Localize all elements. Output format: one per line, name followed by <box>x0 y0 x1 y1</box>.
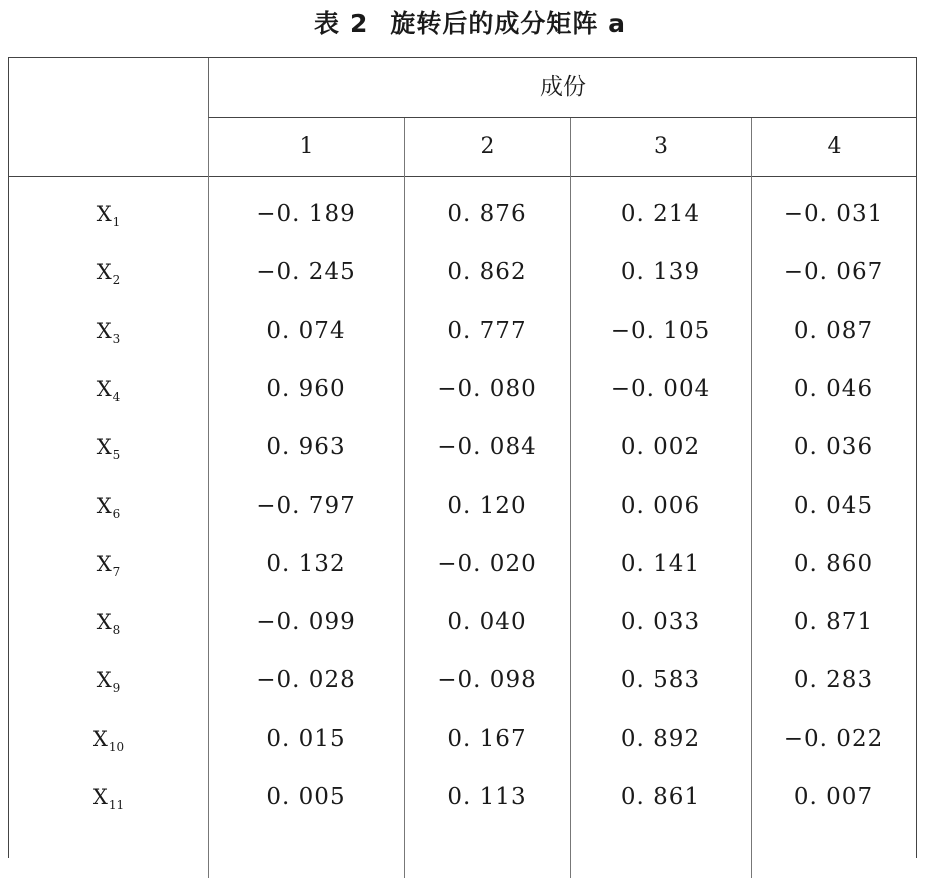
loading-cell-c2: 0. 777 <box>447 317 527 344</box>
variable-name: X <box>96 376 112 401</box>
variable-name: X <box>96 551 112 576</box>
loading-cell-c2: 0. 120 <box>447 492 527 519</box>
table-title <box>0 2 940 46</box>
loading-cell-c4: 0. 860 <box>793 550 874 577</box>
loading-cell-c1: 0. 960 <box>266 375 346 402</box>
table-row <box>9 302 916 360</box>
loading-cell-c2: 0. 862 <box>447 259 527 286</box>
loading-cell-c3: −0. 105 <box>610 317 711 344</box>
loading-cell-c4: 0. 046 <box>793 375 874 402</box>
table-row <box>9 651 916 709</box>
loading-cell-c4: 0. 871 <box>793 609 874 636</box>
component-group-header: 成份 <box>208 58 917 118</box>
loading-cell-c1: −0. 028 <box>256 667 356 694</box>
component-header-1: 1 <box>208 118 404 176</box>
title-text: 旋转后的成分矩阵 a <box>390 9 626 38</box>
table-row <box>9 418 916 476</box>
loading-cell-c4: −0. 067 <box>783 259 884 286</box>
variable-name: X <box>96 668 112 693</box>
loading-cell-c3: 0. 141 <box>620 550 701 577</box>
variable-name: X <box>96 260 112 285</box>
loading-cell-c3: 0. 002 <box>620 434 701 461</box>
variable-label <box>9 360 208 418</box>
loading-cell-c4: −0. 022 <box>783 725 884 752</box>
variable-name: X <box>96 435 112 460</box>
variable-label <box>9 302 208 360</box>
loading-cell-c3: 0. 583 <box>620 667 701 694</box>
variable-label <box>9 710 208 768</box>
loading-cell-c1: 0. 005 <box>266 784 346 810</box>
loading-cell-c3: 0. 006 <box>620 492 701 519</box>
loading-cell-c2: −0. 080 <box>437 375 537 402</box>
loading-cell-c2: −0. 098 <box>437 667 537 694</box>
loading-cell-c3: 0. 139 <box>620 259 701 286</box>
loading-cell-c2: 0. 040 <box>447 609 527 636</box>
variable-subscript: 2 <box>112 273 121 288</box>
loading-cell-c4: −0. 031 <box>783 201 884 227</box>
table-row <box>9 710 916 768</box>
loading-cell-c1: −0. 797 <box>256 492 356 519</box>
component-matrix-table <box>8 57 917 858</box>
variable-subscript: 11 <box>108 798 125 812</box>
loading-cell-c1: −0. 189 <box>256 201 356 227</box>
variable-name: X <box>96 493 112 518</box>
component-header-4: 4 <box>751 118 917 176</box>
loading-cell-c1: −0. 245 <box>256 259 356 286</box>
loading-cell-c1: −0. 099 <box>256 609 356 636</box>
variable-name: X <box>92 785 108 809</box>
variable-label <box>9 768 208 826</box>
variable-label <box>9 418 208 476</box>
variable-name: X <box>96 202 112 226</box>
header-divider <box>9 176 916 177</box>
header-corner-cell <box>9 58 208 176</box>
variable-name: X <box>92 726 108 751</box>
component-header-3: 3 <box>570 118 751 176</box>
variable-subscript: 6 <box>112 506 121 521</box>
table-row <box>9 535 916 593</box>
variable-label <box>9 593 208 651</box>
loading-cell-c2: 0. 876 <box>447 201 527 227</box>
component-header-2: 2 <box>404 118 570 176</box>
variable-name: X <box>96 318 112 343</box>
variable-subscript: 5 <box>112 448 121 463</box>
variable-subscript: 1 <box>112 215 121 229</box>
variable-label <box>9 243 208 301</box>
variable-label <box>9 477 208 535</box>
loading-cell-c4: 0. 036 <box>793 434 874 461</box>
loading-cell-c1: 0. 132 <box>266 550 346 577</box>
loading-cell-c4: 0. 087 <box>793 317 874 344</box>
table-row <box>9 360 916 418</box>
loading-cell-c3: 0. 214 <box>620 201 701 227</box>
table-row <box>9 243 916 301</box>
loading-cell-c3: 0. 033 <box>620 609 701 636</box>
loading-cell-c2: 0. 167 <box>447 725 527 752</box>
variable-subscript: 10 <box>108 739 125 754</box>
loading-cell-c3: 0. 861 <box>620 784 701 810</box>
loading-cell-c4: 0. 283 <box>793 667 874 694</box>
table-row <box>9 768 916 826</box>
loading-cell-c2: −0. 020 <box>437 550 537 577</box>
table-row <box>9 593 916 651</box>
loading-cell-c2: −0. 084 <box>437 434 537 461</box>
loading-cell-c1: 0. 074 <box>266 317 346 344</box>
variable-subscript: 7 <box>112 564 121 579</box>
loading-cell-c4: 0. 045 <box>793 492 874 519</box>
loading-cell-c4: 0. 007 <box>793 784 874 810</box>
title-prefix: 表 <box>314 9 341 38</box>
variable-label <box>9 535 208 593</box>
variable-subscript: 9 <box>112 681 121 696</box>
variable-subscript: 8 <box>112 623 121 638</box>
loading-cell-c3: −0. 004 <box>610 375 711 402</box>
loading-cell-c3: 0. 892 <box>620 725 701 752</box>
table-row <box>9 477 916 535</box>
loading-cell-c1: 0. 015 <box>266 725 346 752</box>
title-number: 2 <box>350 9 369 38</box>
variable-subscript: 4 <box>112 389 121 404</box>
variable-label <box>9 185 208 243</box>
loading-cell-c2: 0. 113 <box>447 784 527 810</box>
variable-subscript: 3 <box>112 331 121 346</box>
variable-label <box>9 651 208 709</box>
variable-name: X <box>96 610 112 635</box>
table-row <box>9 185 916 243</box>
loading-cell-c1: 0. 963 <box>266 434 346 461</box>
